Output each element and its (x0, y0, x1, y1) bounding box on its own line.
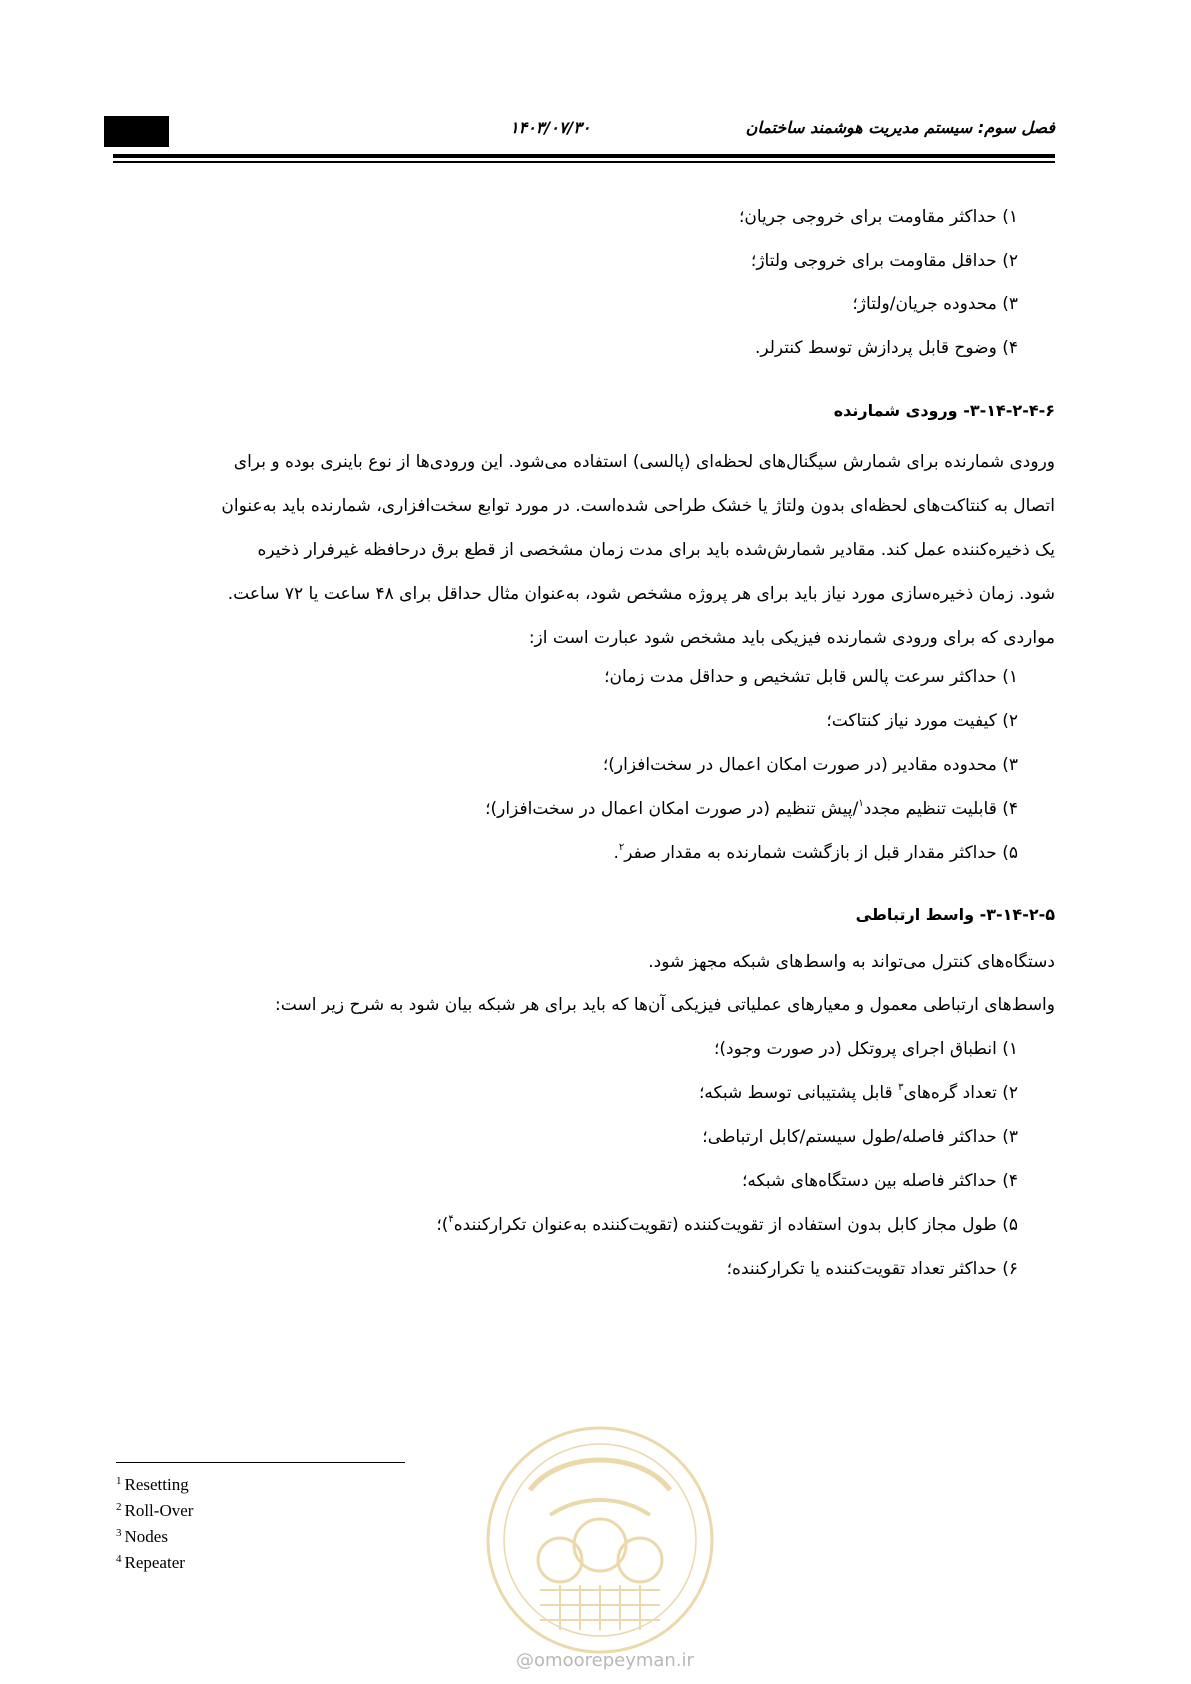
footnote-text: Roll-Over (124, 1501, 194, 1520)
footnote-number: 4 (116, 1553, 122, 1565)
list-item: ۱) حداکثر مقاومت برای خروجی جریان؛ (738, 207, 1018, 227)
list-item: ۳) حداکثر فاصله/طول سیستم/کابل ارتباطی؛ (702, 1127, 1018, 1147)
footnotes (116, 1470, 193, 1574)
paragraph-line: یک ذخیره‌کننده عمل کند. مقادیر شمارش‌شده باید برای مدت زمان مشخصی از قطع برق درحافظه غیرفرار ذخیره (257, 540, 1055, 560)
list-item (485, 797, 1018, 821)
item-text: قابل پشتیبانی توسط شبکه؛ (698, 1083, 899, 1103)
footnote-ref: ۳ (898, 1082, 904, 1093)
footnote-ref: ۱ (858, 798, 864, 809)
list-item: ۱) حداکثر سرعت پالس قابل تشخیص و حداقل مدت زمان؛ (604, 667, 1018, 687)
watermark-seal-icon (480, 1420, 720, 1660)
list-item (614, 841, 1019, 865)
paragraph-line: واسط‌های ارتباطی معمول و معیارهای عملیاتی فیزیکی آن‌ها که باید برای هر شبکه بیان شود به شرح زیر است: (275, 995, 1055, 1015)
list-item: ۲) کیفیت مورد نیاز کنتاکت؛ (826, 711, 1018, 731)
page-number-block (104, 116, 169, 147)
footnote (116, 1548, 193, 1574)
watermark-site-text: @omoorepeyman.ir (516, 1650, 694, 1671)
footnote-text: Repeater (124, 1553, 185, 1572)
footnote-separator (116, 1462, 405, 1463)
paragraph-line: دستگاه‌های کنترل می‌تواند به واسط‌های شبکه مجهز شود. (648, 952, 1055, 972)
paragraph-line: اتصال به کنتاکت‌های لحظه‌ای بدون ولتاژ یا خشک طراحی شده‌است. در مورد توابع سخت‌افزاری، شمارنده باید به‌عنوان (221, 496, 1055, 516)
footnote-ref: ۴ (448, 1214, 454, 1225)
item-text: ۵) حداکثر مقدار قبل از بازگشت شمارنده به مقدار صفر (624, 843, 1018, 863)
section-heading: ۳-۱۴-۲-۴-۶- ورودی شمارنده (833, 401, 1055, 420)
footnote-number: 2 (116, 1501, 122, 1513)
section-heading: ۳-۱۴-۲-۵- واسط ارتباطی (855, 905, 1055, 924)
paragraph-line: شود. زمان ذخیره‌سازی مورد نیاز باید برای هر پروژه مشخص شود، به‌عنوان مثال حداقل برای ۴۸ ساعت یا ۷۲ ساعت. (227, 584, 1055, 604)
footnote-ref: ۲ (618, 842, 625, 853)
list-item: ۴) حداکثر فاصله بین دستگاه‌های شبکه؛ (742, 1171, 1018, 1191)
list-item: ۲) حداقل مقاومت برای خروجی ولتاژ؛ (750, 251, 1018, 271)
list-item: ۳) محدوده جریان/ولتاژ؛ (852, 294, 1018, 314)
item-text: ۲) تعداد گره‌های (903, 1083, 1018, 1103)
list-item (436, 1213, 1018, 1237)
item-text: ۵) طول مجاز کابل بدون استفاده از تقویت‌کننده (تقویت‌کننده به‌عنوان تکرارکننده (453, 1215, 1018, 1235)
footnote-text: Resetting (124, 1475, 189, 1494)
list-item: ۳) محدوده مقادیر (در صورت امکان اعمال در سخت‌افزار)؛ (602, 755, 1018, 775)
footnote-text: Nodes (124, 1527, 168, 1546)
header-rule-thin (113, 161, 1055, 163)
footnote (116, 1470, 193, 1496)
footnote (116, 1522, 193, 1548)
header-chapter-title: فصل سوم: سیستم مدیریت هوشمند ساختمان (745, 118, 1055, 137)
section-paragraph (116, 440, 1055, 660)
footnote-number: 3 (116, 1527, 122, 1539)
footnote (116, 1496, 193, 1522)
list-item: ۱) انطباق اجرای پروتکل (در صورت وجود)؛ (713, 1039, 1018, 1059)
list-item: ۴) وضوح قابل پردازش توسط کنترلر. (754, 338, 1018, 358)
item-text: )؛ (436, 1215, 449, 1235)
item-text: /پیش تنظیم (در صورت امکان اعمال در سخت‌افزار)؛ (485, 799, 859, 819)
list-item: ۶) حداکثر تعداد تقویت‌کننده یا تکرارکننده؛ (726, 1259, 1018, 1279)
list-item (699, 1081, 1018, 1105)
item-text: . (613, 843, 619, 863)
header-date: ۱۴۰۳/۰۷/۳۰ (510, 118, 591, 137)
footnote-number: 1 (116, 1475, 122, 1487)
paragraph-line: مواردی که برای ورودی شمارنده فیزیکی باید مشخص شود عبارت است از: (528, 628, 1055, 648)
item-text: ۴) قابلیت تنظیم مجدد (863, 799, 1018, 819)
header-rule-thick (113, 154, 1055, 158)
paragraph-line: ورودی شمارنده برای شمارش سیگنال‌های لحظه‌ای (پالسی) استفاده می‌شود. این ورودی‌ها از نوع باینری بوده و برای (233, 452, 1055, 472)
